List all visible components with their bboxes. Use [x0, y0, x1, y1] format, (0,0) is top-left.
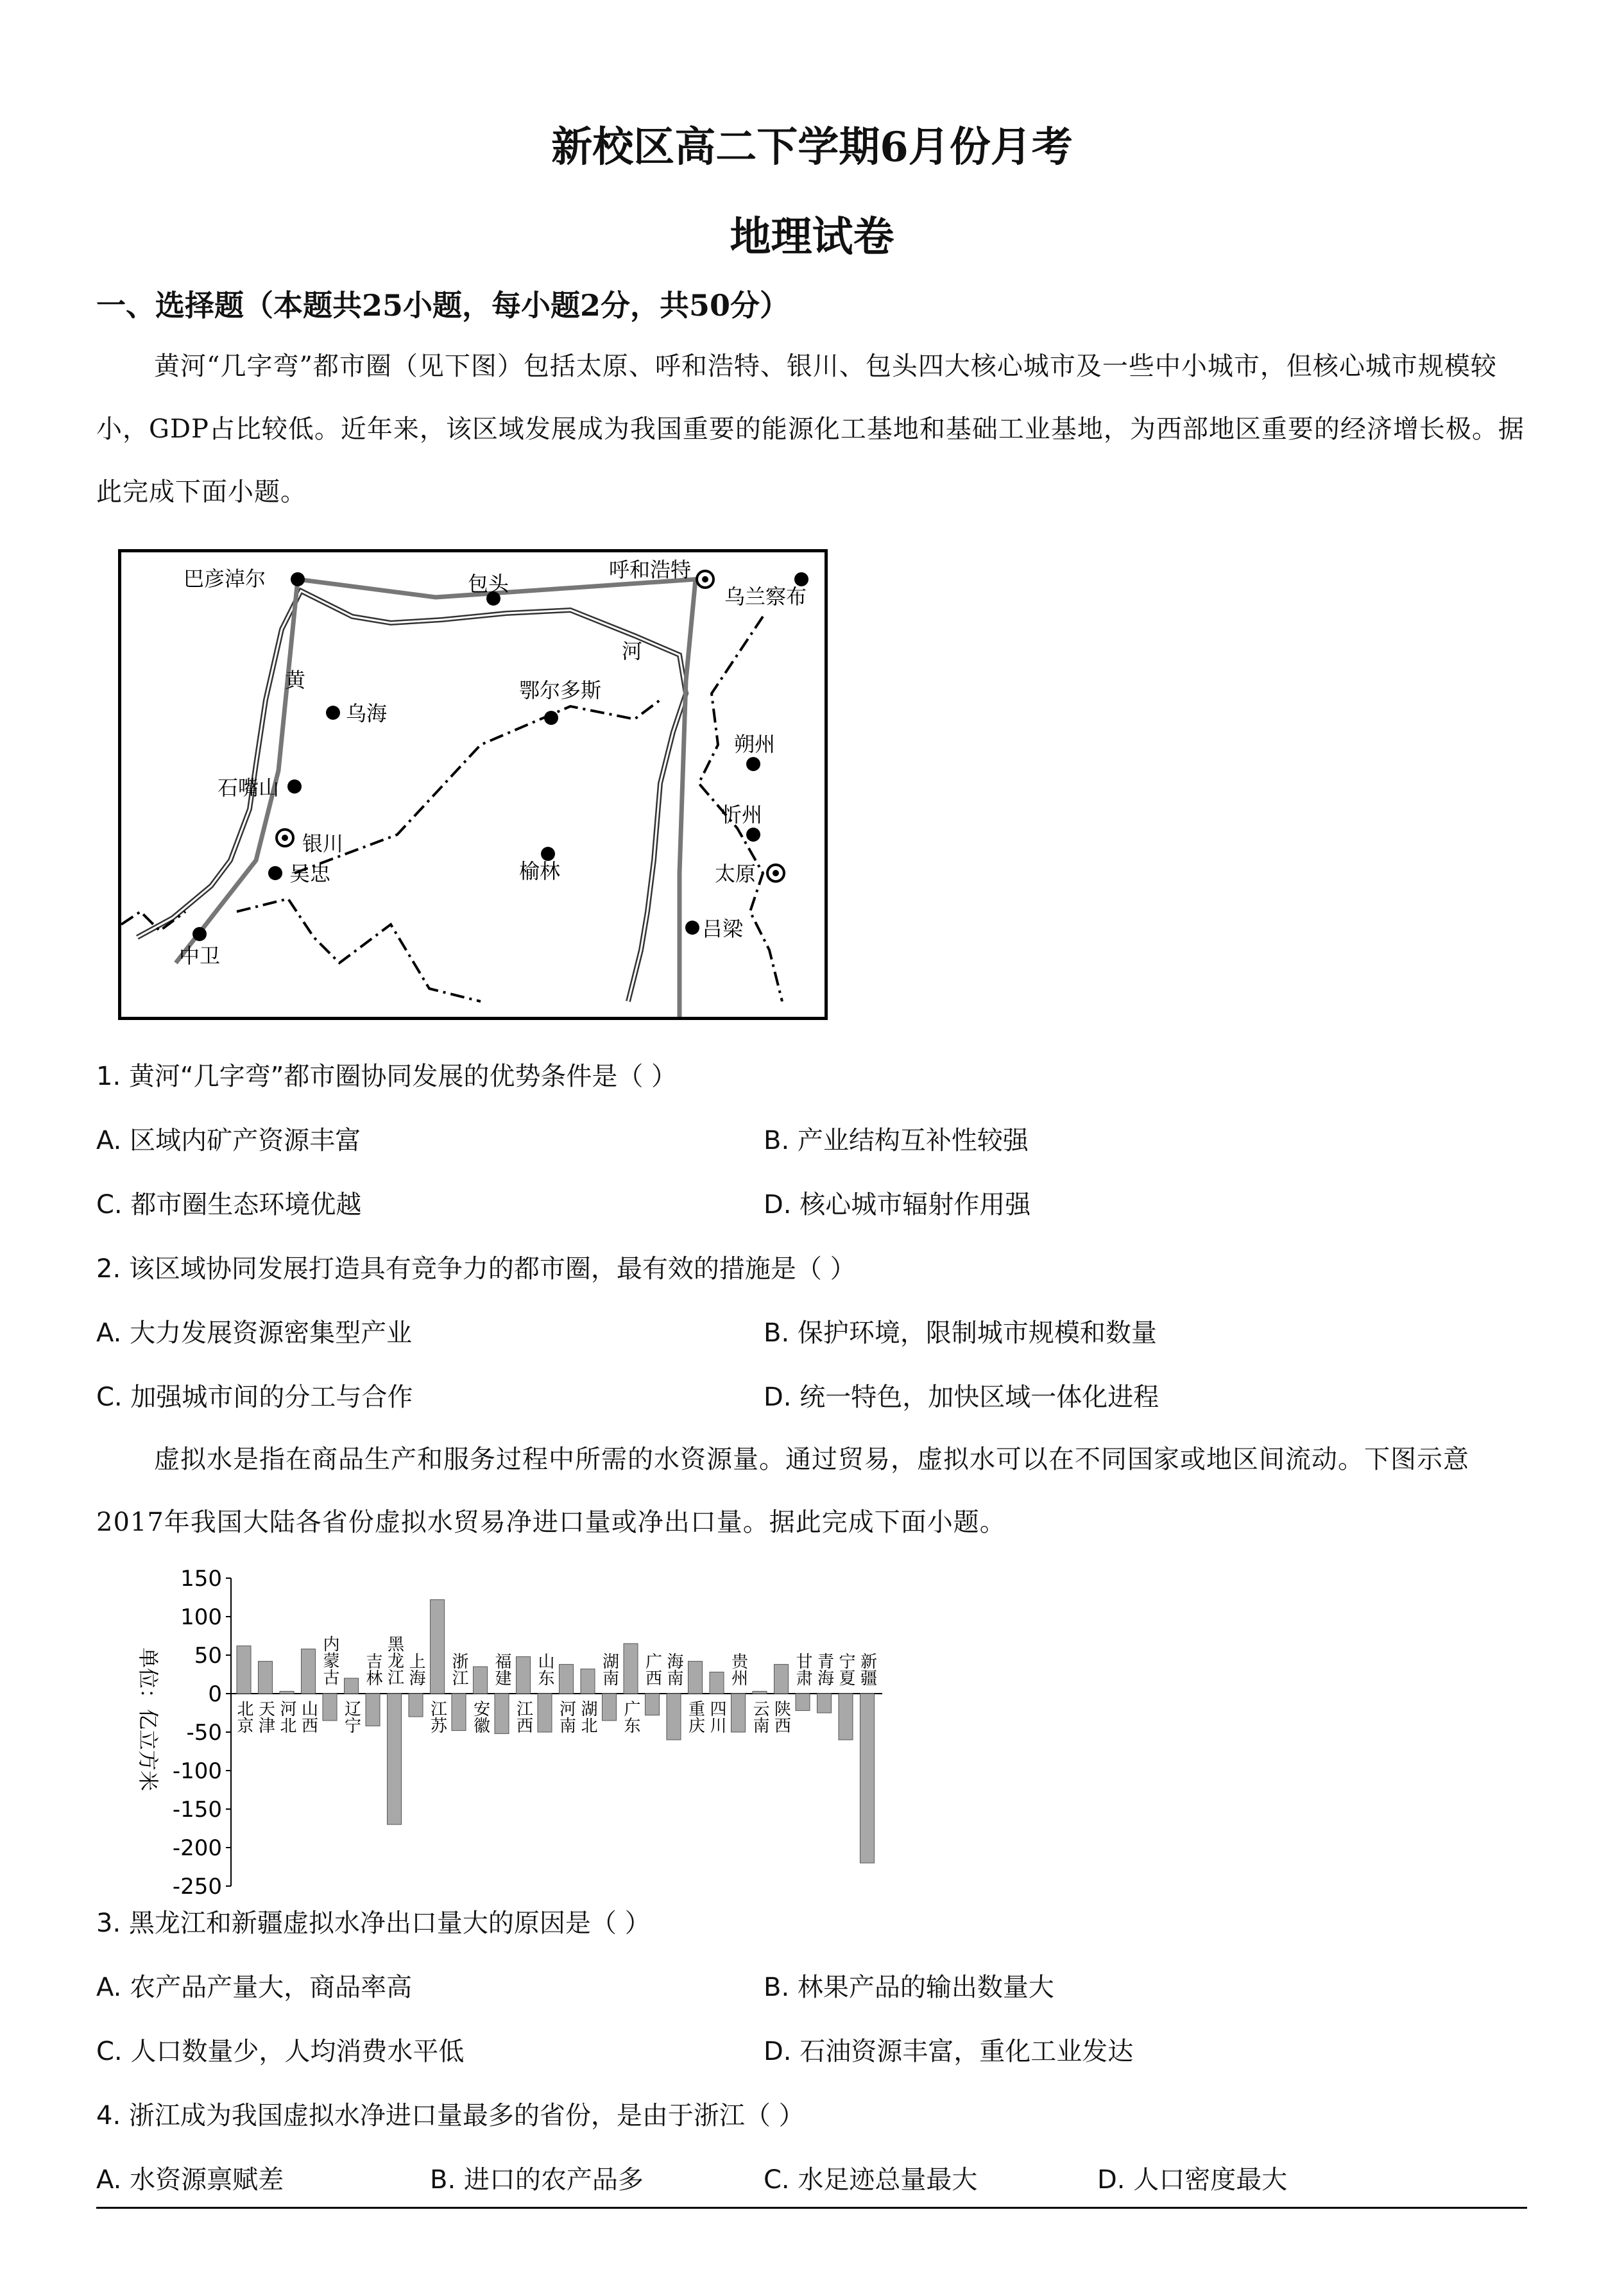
category-label: 浙江	[449, 1653, 468, 1686]
y-tick-label: 100	[180, 1604, 222, 1630]
category-label: 云南	[750, 1700, 769, 1733]
category-label: 重庆	[685, 1700, 705, 1733]
category-label: 海南	[664, 1653, 683, 1686]
category-label: 陕西	[771, 1700, 791, 1733]
question-4-stem: 4. 浙江成为我国虚拟水净进口量最多的省份，是由于浙江（ ）	[96, 2101, 805, 2130]
city-label: 石嘴山	[218, 776, 280, 800]
question-3-stem: 3. 黑龙江和新疆虚拟水净出口量大的原因是（ ）	[96, 1909, 651, 1938]
bar-湖南	[603, 1694, 617, 1721]
category-label: 河北	[277, 1700, 296, 1733]
q2-option-b[interactable]: B. 保护环境，限制城市规模和数量	[764, 1318, 1157, 1348]
y-tick-label: -50	[186, 1720, 222, 1746]
city-label: 榆林	[519, 859, 561, 883]
q4-option-b[interactable]: B. 进口的农产品多	[430, 2165, 644, 2195]
city-label: 乌兰察布	[724, 584, 807, 609]
bar-内蒙古	[323, 1694, 337, 1721]
bar-天津	[259, 1662, 273, 1694]
bar-江苏	[431, 1600, 445, 1694]
bar-山西	[302, 1649, 316, 1694]
category-label: 宁夏	[836, 1653, 855, 1686]
y-axis-label: 单位：亿立方米	[136, 1647, 160, 1792]
q1-option-c[interactable]: C. 都市圈生态环境优越	[96, 1190, 362, 1220]
category-label: 吉林	[363, 1653, 382, 1686]
category-label: 山东	[535, 1653, 554, 1686]
q4-option-a[interactable]: A. 水资源禀赋差	[96, 2165, 284, 2195]
city-label: 乌海	[346, 701, 388, 726]
city-dot	[746, 828, 760, 842]
city-label: 鄂尔多斯	[519, 678, 602, 702]
question-1-stem: 1. 黄河“几字弯”都市圈协同发展的优势条件是（ ）	[96, 1062, 678, 1091]
category-label: 贵州	[728, 1653, 748, 1686]
page-subtitle: 地理试卷	[730, 213, 894, 261]
q3-option-c[interactable]: C. 人口数量少，人均消费水平低	[96, 2037, 465, 2066]
bar-湖北	[581, 1669, 595, 1694]
y-tick-label: 0	[208, 1681, 222, 1707]
bar-江西	[517, 1656, 531, 1694]
category-label: 湖北	[578, 1700, 597, 1733]
bar-四川	[710, 1672, 724, 1694]
category-label: 河南	[556, 1700, 576, 1733]
river-label: 河	[622, 639, 643, 663]
city-dot	[192, 927, 207, 941]
bar-贵州	[731, 1694, 746, 1732]
q2-option-c[interactable]: C. 加强城市间的分工与合作	[96, 1382, 413, 1412]
bar-海南	[667, 1694, 681, 1740]
category-label: 四川	[707, 1700, 726, 1733]
y-tick-label: 150	[180, 1566, 222, 1592]
q2-option-d[interactable]: D. 统一特色，加快区域一体化进程	[764, 1382, 1159, 1412]
y-tick-label: -200	[172, 1835, 222, 1861]
bar-宁夏	[839, 1694, 853, 1740]
category-label: 辽宁	[341, 1700, 361, 1733]
passage-2: 虚拟水是指在商品生产和服务过程中所需的水资源量。通过贸易，虚拟水可以在不同国家或地区间流动。下图示意2017年我国大陆各省份虚拟水贸易净进口量或净出口量。据此完成下面小题。	[96, 1445, 1469, 1537]
category-label: 江西	[513, 1700, 533, 1733]
bar-浙江	[452, 1694, 466, 1731]
bar-陕西	[774, 1664, 789, 1694]
category-label: 甘肃	[793, 1653, 812, 1686]
q4-option-d[interactable]: D. 人口密度最大	[1097, 2165, 1288, 2195]
section-heading: 一、选择题（本题共25小题，每小题2分，共50分）	[96, 288, 790, 323]
q1-option-b[interactable]: B. 产业结构互补性较强	[764, 1126, 1029, 1155]
city-label: 吕梁	[702, 917, 744, 941]
chart-svg	[122, 1565, 956, 1899]
city-label: 忻州	[721, 803, 763, 827]
footer-rule	[96, 2207, 1527, 2209]
q4-option-c[interactable]: C. 水足迹总量最大	[764, 2165, 978, 2195]
page-title: 新校区高二下学期6月份月考	[551, 123, 1073, 171]
bar-山东	[538, 1694, 552, 1732]
q1-option-d[interactable]: D. 核心城市辐射作用强	[764, 1190, 1031, 1220]
bar-河南	[560, 1664, 574, 1694]
y-tick-label: -100	[172, 1758, 222, 1784]
bar-青海	[817, 1694, 832, 1713]
bar-重庆	[688, 1662, 703, 1694]
city-dot	[326, 706, 340, 720]
bar-甘肃	[796, 1694, 810, 1710]
bar-安徽	[474, 1667, 488, 1694]
q3-option-a[interactable]: A. 农产品产量大，商品率高	[96, 1973, 413, 2002]
city-label: 吴忠	[289, 862, 331, 886]
category-label: 天津	[255, 1700, 275, 1733]
city-dot	[268, 866, 282, 880]
boundary-line	[295, 700, 660, 873]
bar-福建	[495, 1694, 509, 1733]
category-label: 广东	[621, 1700, 640, 1733]
q3-option-b[interactable]: B. 林果产品的输出数量大	[764, 1973, 1054, 2002]
category-label: 黑龙江	[384, 1635, 404, 1685]
q1-option-a[interactable]: A. 区域内矿产资源丰富	[96, 1126, 361, 1155]
city-label: 太原	[715, 862, 756, 886]
bar-辽宁	[345, 1678, 359, 1694]
category-label: 北京	[234, 1700, 253, 1733]
category-label: 山西	[298, 1700, 318, 1733]
category-label: 广西	[642, 1653, 662, 1686]
city-dot	[291, 572, 305, 586]
city-label: 银川	[302, 831, 344, 856]
category-label: 内蒙古	[320, 1635, 339, 1685]
bar-上海	[409, 1694, 423, 1717]
bar-广西	[645, 1694, 660, 1715]
category-label: 江苏	[427, 1700, 447, 1733]
bar-新疆	[860, 1694, 875, 1863]
bar-广东	[624, 1644, 638, 1694]
city-label: 朔州	[734, 732, 776, 756]
category-label: 安徽	[470, 1700, 490, 1733]
category-label: 上海	[406, 1653, 425, 1686]
city-dot	[746, 757, 760, 771]
city-dot	[685, 921, 699, 935]
category-label: 青海	[814, 1653, 834, 1686]
y-tick-label: 50	[194, 1643, 222, 1669]
bar-云南	[753, 1691, 767, 1694]
bar-吉林	[366, 1694, 380, 1726]
city-label: 包头	[468, 572, 509, 596]
q2-option-a[interactable]: A. 大力发展资源密集型产业	[96, 1318, 413, 1348]
city-label: 呼和浩特	[609, 557, 692, 582]
category-label: 湖南	[599, 1653, 619, 1686]
category-label: 新疆	[857, 1653, 877, 1686]
bar-河北	[280, 1691, 294, 1694]
city-label: 巴彦淖尔	[183, 566, 266, 591]
map-figure	[118, 549, 828, 1020]
y-tick-label: -250	[172, 1874, 222, 1899]
map-svg	[121, 552, 825, 1017]
city-dot	[544, 711, 558, 725]
q3-option-d[interactable]: D. 石油资源丰富，重化工业发达	[764, 2037, 1134, 2066]
bar-黑龙江	[388, 1694, 402, 1824]
city-dot	[287, 779, 302, 794]
bar-北京	[237, 1646, 251, 1694]
category-label: 福建	[492, 1653, 511, 1686]
virtual-water-chart	[122, 1565, 956, 1899]
passage-1: 黄河“几字弯”都市圈（见下图）包括太原、呼和浩特、银川、包头四大核心城市及一些中小城市，但核心城市规模较小，GDP占比较低。近年来，该区域发展成为我国重要的能源化工基地和基础工业基地，为西部地区重要的经济增长极。据此完成下面小题。	[96, 352, 1525, 507]
y-tick-label: -150	[172, 1797, 222, 1823]
city-label: 中卫	[179, 944, 221, 968]
question-2-stem: 2. 该区域协同发展打造具有竞争力的都市圈，最有效的措施是（ ）	[96, 1254, 856, 1284]
river-label: 黄	[285, 668, 306, 692]
